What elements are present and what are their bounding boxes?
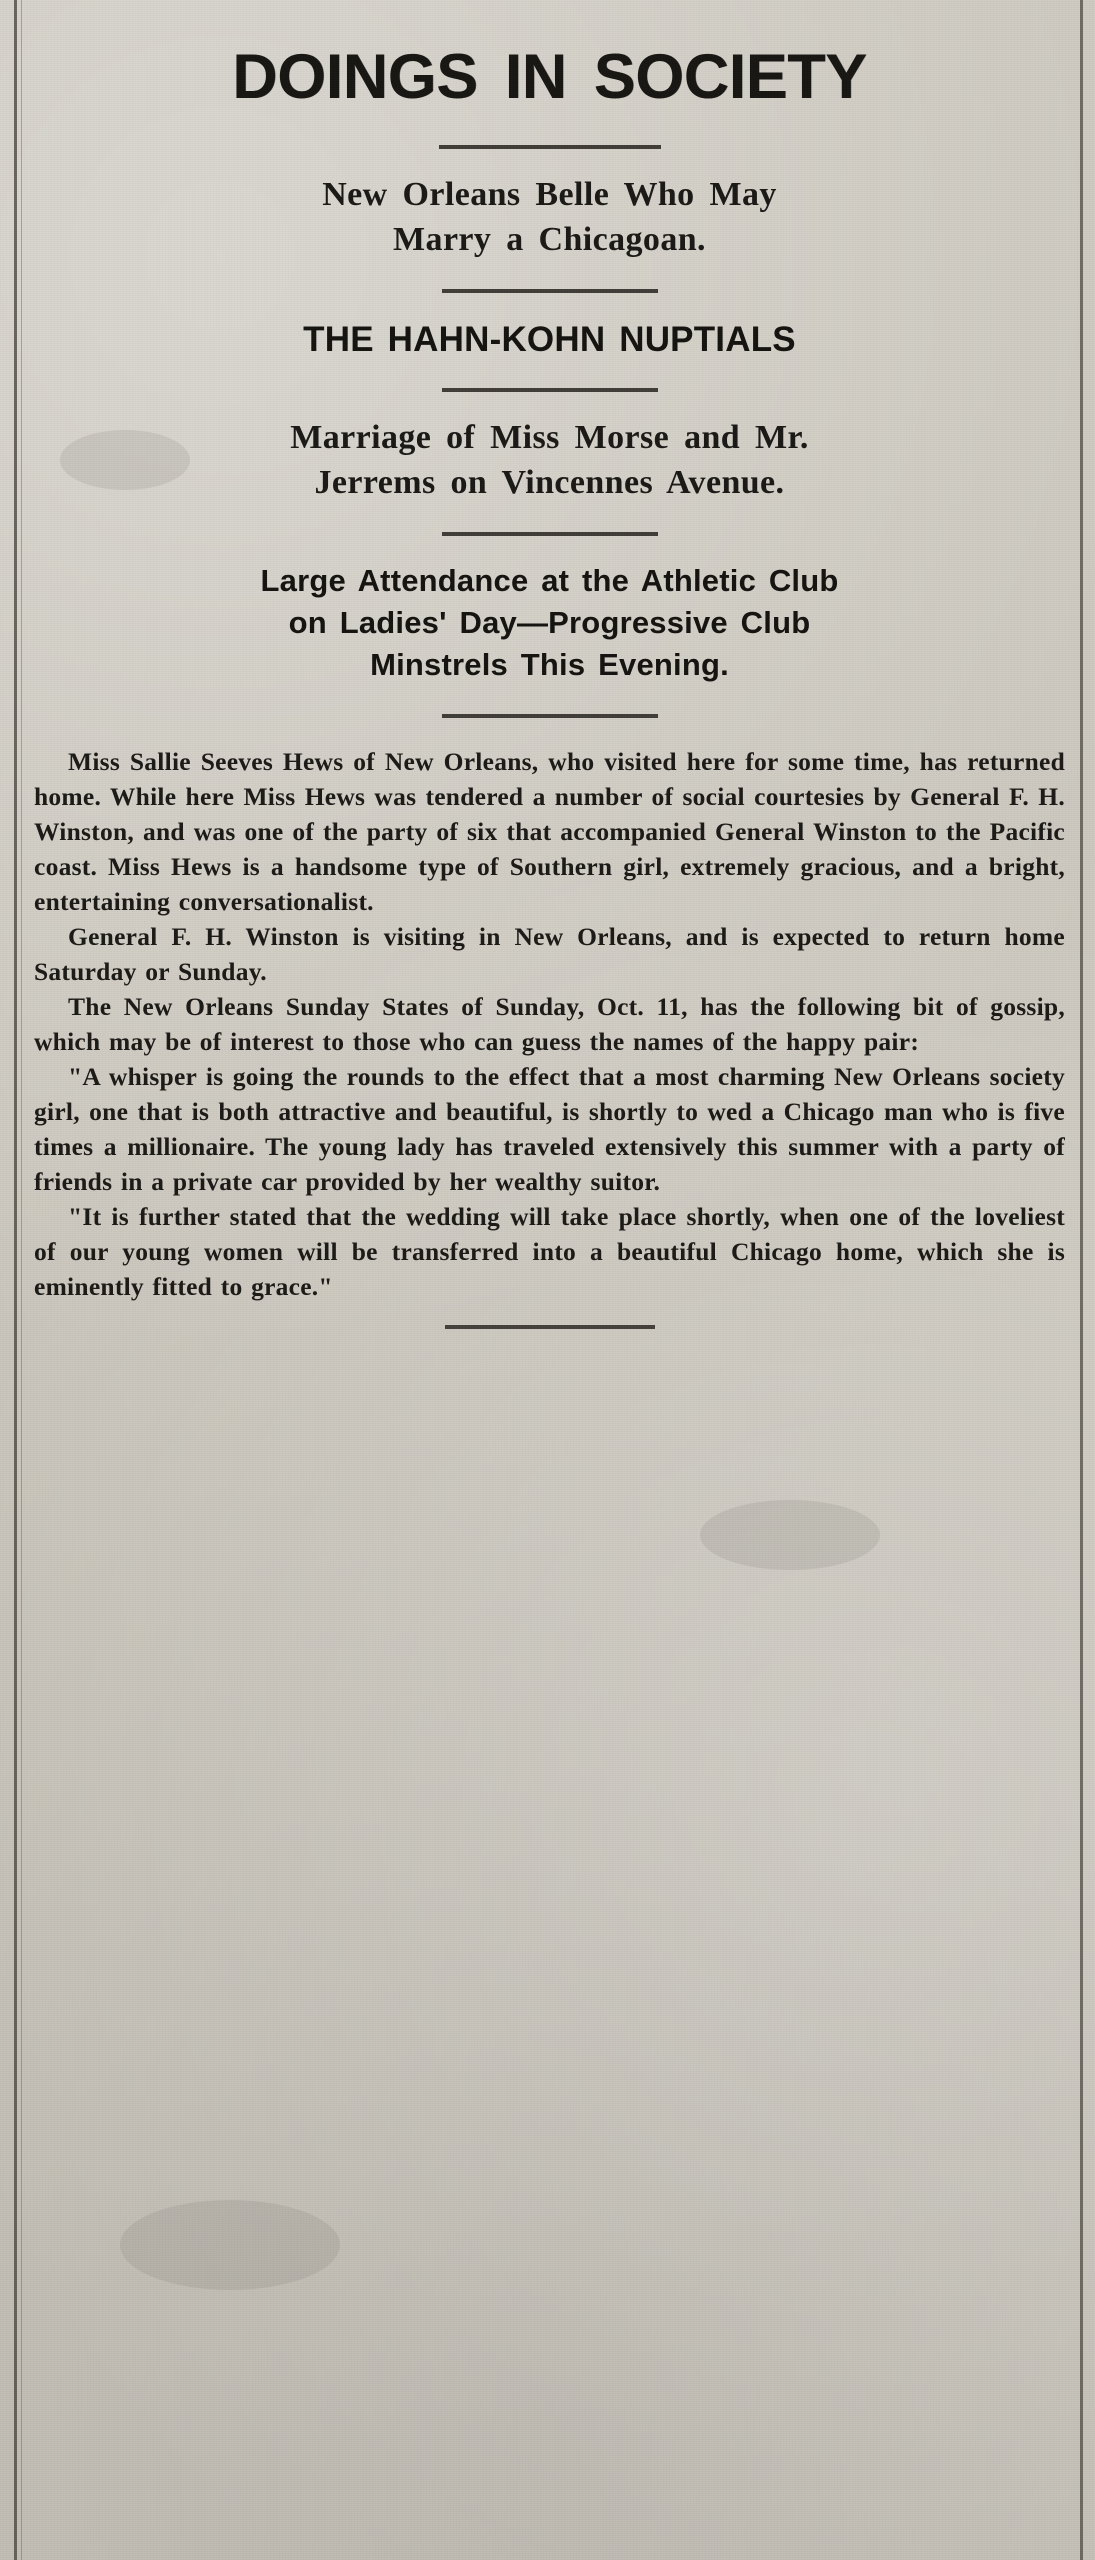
section-divider bbox=[442, 289, 658, 293]
body-paragraph: General F. H. Winston is visiting in New Orleans, and is expected to return home Saturday or Sunday. bbox=[34, 921, 1065, 986]
deck-line: on Ladies' Day—Progressive Club bbox=[288, 604, 811, 640]
deck-line: Large Attendance at the Athletic Club bbox=[260, 563, 839, 598]
page-title: DOINGS IN SOCIETY bbox=[232, 42, 867, 112]
deck-line: Minstrels This Evening. bbox=[370, 646, 729, 682]
deck-4 bbox=[34, 560, 1065, 686]
deck-line: Jerrems on Vincennes Avenue. bbox=[314, 464, 785, 502]
column-rule-left-secondary bbox=[21, 0, 22, 2560]
article-body bbox=[34, 744, 1065, 1305]
article-column bbox=[34, 40, 1065, 1329]
deck-line: THE HAHN-KOHN NUPTIALS bbox=[303, 319, 796, 359]
deck-line: Marriage of Miss Morse and Mr. bbox=[290, 419, 809, 457]
paper-blemish bbox=[700, 1500, 880, 1570]
deck-line: New Orleans Belle Who May bbox=[322, 176, 777, 213]
column-rule-right bbox=[1080, 0, 1083, 2560]
section-divider bbox=[442, 532, 658, 536]
section-divider bbox=[442, 714, 658, 718]
column-rule-left bbox=[14, 0, 17, 2560]
section-divider bbox=[439, 145, 661, 149]
body-paragraph: Miss Sallie Seeves Hews of New Orleans, who visited here for some time, has returned home. While here Miss Hews was tendered a number of social courtesies by General F. H. Winston, and was one of the party of six that accompanied General Winston to the Pacific coast. Miss Hews is a handsome type of Southern girl, extremely gracious, and a bright, entertaining conversationalist. bbox=[34, 746, 1065, 916]
deck-1 bbox=[34, 173, 1065, 263]
section-divider-bottom bbox=[445, 1325, 655, 1329]
paper-blemish bbox=[120, 2200, 340, 2290]
section-divider bbox=[442, 388, 658, 392]
deck-3 bbox=[34, 416, 1065, 506]
body-paragraph: "It is further stated that the wedding will take place shortly, when one of the loveliest of our young women will be transferred into a beautiful Chicago home, which she is eminently fitted to grace." bbox=[34, 1202, 1065, 1302]
body-paragraph: "A whisper is going the rounds to the effect that a most charming New Orleans society girl, one that is both attractive and beautiful, is shortly to wed a Chicago man who is five times a millionaire. The young lady has traveled extensively this summer with a party of friends in a private car provided by her wealthy suitor. bbox=[34, 1062, 1065, 1197]
deck-2 bbox=[34, 317, 1065, 363]
deck-line: Marry a Chicagoan. bbox=[393, 220, 706, 258]
body-paragraph: The New Orleans Sunday States of Sunday, Oct. 11, has the following bit of gossip, which may be of interest to those who can guess the names of the happy pair: bbox=[34, 991, 1065, 1057]
